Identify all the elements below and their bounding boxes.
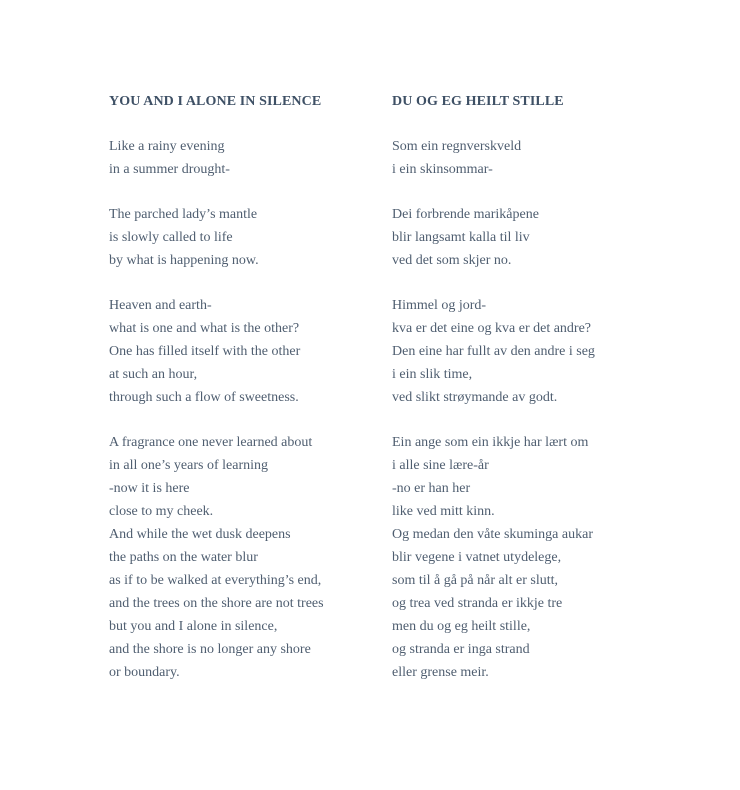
poem-line: Den eine har fullt av den andre i seg [392,344,595,359]
poem-line: Heaven and earth- [109,298,212,313]
stanza [392,203,662,272]
poem-line: like ved mitt kinn. [392,504,495,519]
poem-body [392,135,662,684]
poem-line: men du og eg heilt stille, [392,619,531,634]
poem-line: And while the wet dusk deepens [109,527,291,542]
poem-line: the paths on the water blur [109,550,258,565]
poem-body [109,135,379,684]
poem-line: ved slikt strøymande av godt. [392,390,558,405]
poem-line: A fragrance one never learned about [109,435,313,450]
poem-line: as if to be walked at everything’s end, [109,573,322,588]
stanza [392,431,662,684]
poem-line: kva er det eine og kva er det andre? [392,321,592,336]
poem-english [109,90,379,706]
poem-line: eller grense meir. [392,665,489,680]
poem-line: but you and I alone in silence, [109,619,278,634]
poem-nynorsk [392,90,662,706]
stanza [109,431,379,684]
poem-title: DU OG EG HEILT STILLE [392,94,564,109]
poem-line: -no er han her [392,481,471,496]
poem-line: and the shore is no longer any shore [109,642,311,657]
poem-line: One has filled itself with the other [109,344,301,359]
poem-line: ved det som skjer no. [392,253,512,268]
poem-line: what is one and what is the other? [109,321,300,336]
poem-line: The parched lady’s mantle [109,207,258,222]
poem-line: Like a rainy evening [109,139,225,154]
poem-line: through such a flow of sweetness. [109,390,299,405]
poem-line: og trea ved stranda er ikkje tre [392,596,563,611]
poem-line: Dei forbrende marikåpene [392,207,539,222]
stanza [109,203,379,272]
poem-line: Og medan den våte skuminga aukar [392,527,593,542]
poem-line: i ein slik time, [392,367,473,382]
poem-line: or boundary. [109,665,180,680]
poem-line: -now it is here [109,481,190,496]
stanza [392,135,662,181]
poem-line: Himmel og jord- [392,298,487,313]
poem-line: by what is happening now. [109,253,259,268]
poem-line: Som ein regnverskveld [392,139,522,154]
poem-line: og stranda er inga strand [392,642,530,657]
stanza [109,294,379,409]
poem-line: blir langsamt kalla til liv [392,230,530,245]
poem-line: som til å gå på når alt er slutt, [392,573,559,588]
poem-line: is slowly called to life [109,230,233,245]
stanza [392,294,662,409]
poem-line: blir vegene i vatnet utydelege, [392,550,562,565]
poem-line: and the trees on the shore are not trees [109,596,324,611]
poem-line: in all one’s years of learning [109,458,269,473]
poem-line: at such an hour, [109,367,198,382]
poem-line: close to my cheek. [109,504,214,519]
poem-line: in a summer drought- [109,162,230,177]
poem-line: i ein skinsommar- [392,162,493,177]
poem-line: i alle sine lære-år [392,458,489,473]
poem-line: Ein ange som ein ikkje har lært om [392,435,589,450]
poem-title: YOU AND I ALONE IN SILENCE [109,94,322,109]
stanza [109,135,379,181]
